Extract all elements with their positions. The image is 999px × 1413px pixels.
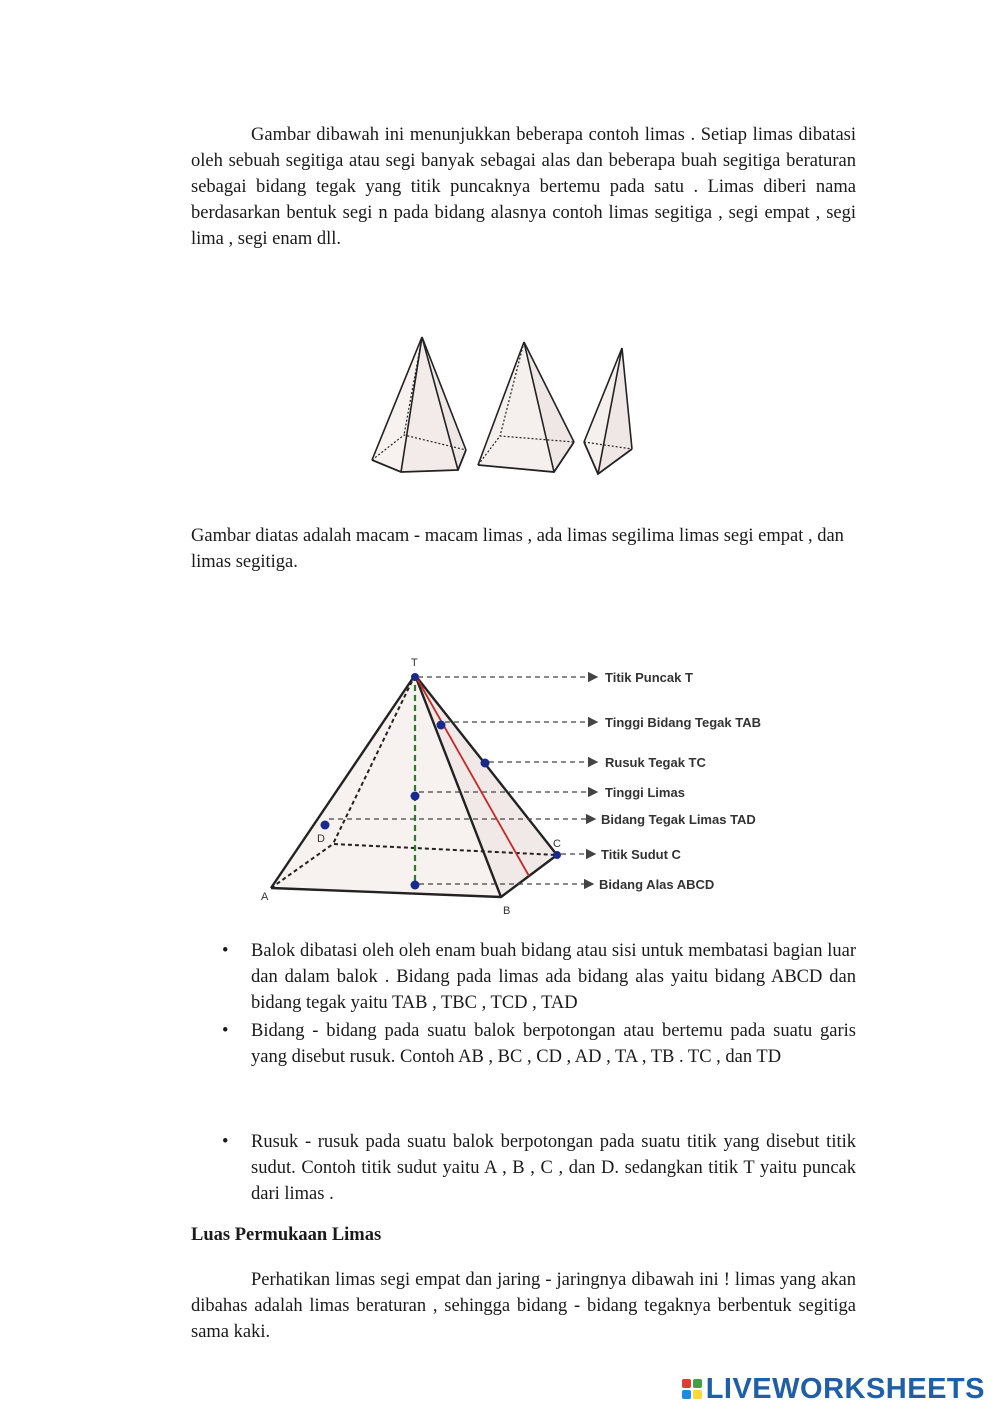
label-base: Bidang Alas ABCD (599, 877, 715, 892)
pentagonal-pyramid (372, 337, 466, 472)
label-slant-height: Tinggi Bidang Tegak TAB (605, 715, 761, 730)
label-vertex-c: Titik Sudut C (601, 847, 681, 862)
vertex-d: D (317, 833, 325, 845)
vertex-t: T (411, 657, 418, 669)
triangular-pyramid (584, 348, 632, 474)
logo-mark-icon (682, 1379, 702, 1399)
label-lateral-face: Bidang Tegak Limas TAD (601, 812, 756, 827)
vertex-a: A (261, 891, 269, 903)
label-height: Tinggi Limas (605, 785, 685, 800)
pyramid-examples-figure (366, 332, 636, 482)
bullet-list-top (222, 938, 856, 1072)
section-heading: Luas Permukaan Limas (191, 1225, 382, 1245)
label-apex: Titik Puncak T (605, 670, 693, 685)
section-paragraph: Perhatikan limas segi empat dan jaring - jaringnya dibawah ini ! limas yang akan dibahas adalah limas beraturan , sehingga bidang - bidang tegaknya berbentuk segitiga sama kaki. (191, 1270, 856, 1342)
liveworksheets-logo (682, 1372, 985, 1406)
vertex-c: C (553, 838, 561, 850)
caption-paragraph: Gambar diatas adalah macam - macam limas , ada limas segilima limas segi empat , dan limas segitiga. (191, 526, 844, 572)
brand-name: LIVEWORKSHEETS (705, 1372, 985, 1405)
intro-paragraph: Gambar dibawah ini menunjukkan beberapa contoh limas . Setiap limas dibatasi oleh sebuah segitiga atau segi banyak sebagai alas dan beberapa buah segitiga beraturan sebagai bidang tegak yang titik puncaknya bertemu pada satu . Limas diberi nama berdasarkan bentuk segi n pada bidang alasnya contoh limas segitiga , segi empat , segi lima , segi enam dll. (191, 125, 856, 249)
list-item: • Balok dibatasi oleh oleh enam buah bidang atau sisi untuk membatasi bagian luar dan dalam balok . Bidang pada limas ada bidang alas yaitu bidang ABCD dan bidang tegak yaitu TAB , TBC , TCD , TAD (222, 941, 856, 1013)
label-lateral-edge: Rusuk Tegak TC (605, 755, 706, 770)
vertex-b: B (503, 905, 511, 917)
pyramid-parts-diagram (255, 650, 795, 920)
bullet-list-bottom (222, 1129, 856, 1209)
list-item: • Bidang - bidang pada suatu balok berpotongan atau bertemu pada suatu garis yang disebut rusuk. Contoh AB , BC , CD , AD , TA , TB . TC , dan TD (222, 1021, 856, 1067)
square-pyramid (478, 342, 574, 472)
list-item: • Rusuk - rusuk pada suatu balok berpotongan pada suatu titik yang disebut titik sudut. Contoh titik sudut yaitu A , B , C , dan D. sedangkan titik T yaitu puncak dari limas . (222, 1132, 856, 1204)
